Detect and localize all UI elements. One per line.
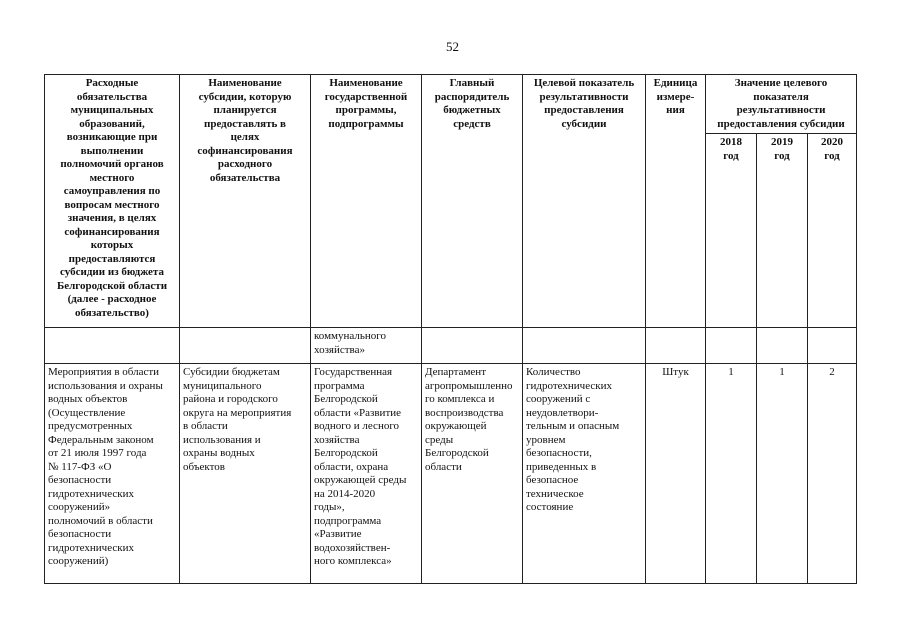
cell-expenditure-obligation: Мероприятия в области использования и охраны водных объектов (Осуществление предусмотренных Федеральным законом от 21 июля 1997 года № 117-ФЗ «О безопасности гидротехнических сооружений» полномочий в области безопасности гидротехнических сооружений) [45, 364, 180, 584]
header-subsidy-name: Наименование субсидии, которую планируется предоставлять в целях софинансирования расходного обязательства [180, 75, 311, 328]
header-year-2019: 2019 год [757, 134, 808, 328]
header-indicator-value: Значение целевого показателя результативности предоставления субсидии [706, 75, 857, 134]
header-expenditure-obligations: Расходные обязательства муниципальных образований, возникающие при выполнении полномочий органов местного самоуправления по вопросам местного значения, в целях софинансирования которых предоставляются субсидии из бюджета Белгородской области (далее - расходное обязательство) [45, 75, 180, 328]
cont-cell-4 [422, 328, 523, 364]
cell-unit: Штук [646, 364, 706, 584]
cell-subsidy-name: Субсидии бюджетам муниципального района и городского округа на мероприятия в области использования и охраны водных объектов [180, 364, 311, 584]
cell-budget-manager: Департамент агропромышленно го комплекса и воспроизводства окружающей среды Белгородской области [422, 364, 523, 584]
cont-cell-8 [757, 328, 808, 364]
header-year-2018: 2018 год [706, 134, 757, 328]
header-program-name: Наименование государственной программы, подпрограммы [311, 75, 422, 328]
table-row [45, 364, 857, 584]
header-year-2020: 2020 год [808, 134, 857, 328]
header-budget-manager: Главный распорядитель бюджетных средств [422, 75, 523, 328]
cont-cell-program: коммунального хозяйства» [311, 328, 422, 364]
cont-cell-7 [706, 328, 757, 364]
header-row [45, 75, 857, 134]
cell-target-indicator: Количество гидротехнических сооружений с неудовлетвори- тельным и опасным уровнем безопасности, приведенных в безопасное техническое состояние [523, 364, 646, 584]
cell-value-2018: 1 [706, 364, 757, 584]
subsidy-table [44, 74, 857, 584]
cell-value-2020: 2 [808, 364, 857, 584]
cell-program-name: Государственная программа Белгородской области «Развитие водного и лесного хозяйства Белгородской области, охрана окружающей среды на 2014-2020 годы», подпрограмма «Развитие водохозяйствен- ного комплекса» [311, 364, 422, 584]
header-target-indicator: Целевой показатель результативности предоставления субсидии [523, 75, 646, 328]
cont-cell-9 [808, 328, 857, 364]
cell-value-2019: 1 [757, 364, 808, 584]
cont-cell-2 [180, 328, 311, 364]
page-number: 52 [446, 39, 459, 54]
cont-cell-6 [646, 328, 706, 364]
cont-cell-1 [45, 328, 180, 364]
cont-cell-5 [523, 328, 646, 364]
continuation-row [45, 328, 857, 364]
header-unit: Единица измере- ния [646, 75, 706, 328]
